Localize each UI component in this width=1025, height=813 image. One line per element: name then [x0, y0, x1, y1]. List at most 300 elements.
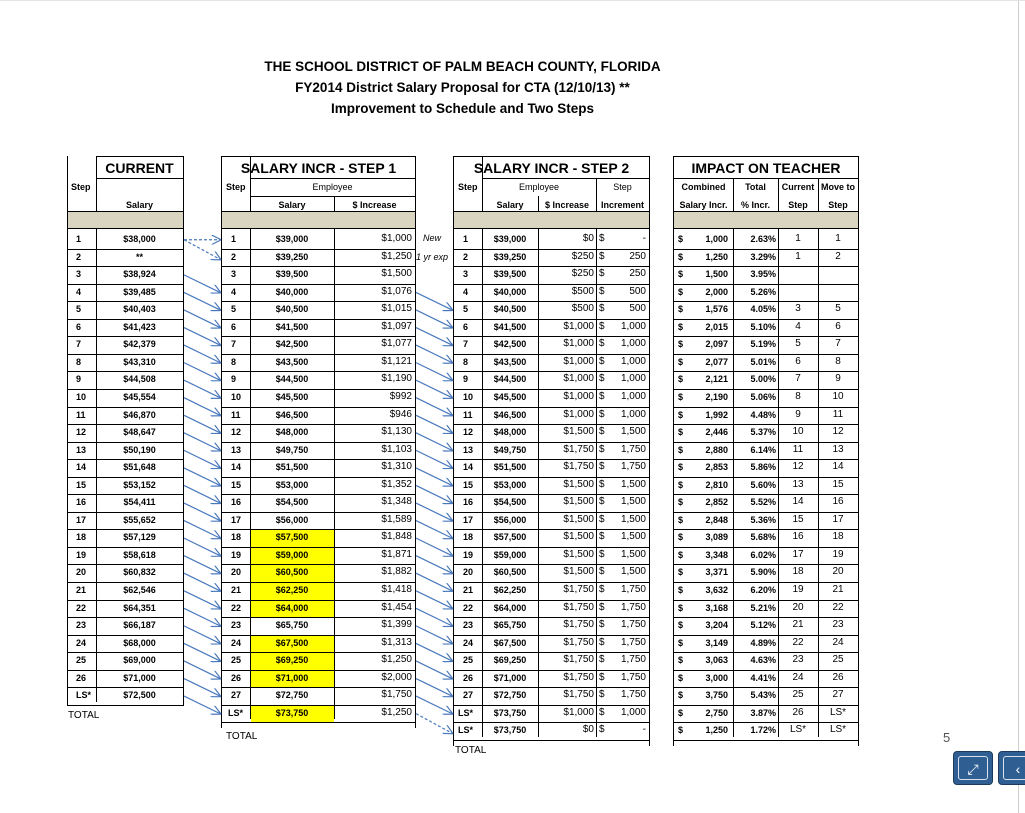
header-band — [674, 211, 858, 228]
impact-combined-cell: 2,015 — [705, 321, 728, 332]
step1-step-cell: 10 — [231, 391, 242, 402]
step2-salary-cell: $51,500 — [493, 462, 527, 473]
step-arrow — [416, 328, 452, 346]
step1-step-cell: 9 — [231, 374, 237, 385]
impact-percent-cell: 3.87% — [750, 707, 776, 718]
combined-header-2: Salary Incr. — [679, 200, 728, 210]
impact-dollar-cell: $ — [678, 602, 684, 613]
fit-page-button[interactable] — [953, 751, 993, 785]
step2-dollar-cell: $ — [599, 478, 605, 490]
step2-salary-cell: $65,750 — [493, 620, 527, 631]
row-divider — [674, 336, 858, 337]
step1-increase-cell: $1,000 — [381, 233, 412, 244]
step2-increase-cell: $1,000 — [563, 390, 594, 402]
step-arrow — [416, 380, 452, 398]
impact-move-step-cell: 2 — [835, 250, 841, 262]
impact-current-step-cell: 17 — [792, 548, 804, 560]
impact-dollar-cell: $ — [678, 234, 684, 244]
impact-current-step-cell: LS* — [789, 724, 807, 736]
step1-total-label: TOTAL — [226, 731, 258, 742]
row-divider — [68, 228, 183, 229]
impact-current-step-cell: 26 — [792, 706, 804, 718]
current-total-label: TOTAL — [68, 710, 100, 721]
impact-move-step-cell: 17 — [832, 513, 844, 525]
step2-increase-cell: $1,750 — [563, 689, 594, 701]
impact-current-step-cell: 25 — [792, 689, 804, 701]
step1-step-cell: 17 — [231, 514, 242, 525]
current-step-cell: 24 — [76, 637, 87, 648]
impact-dollar-cell: $ — [678, 532, 684, 543]
step1-employee-header: Employee — [312, 182, 353, 192]
impact-combined-cell: 1,576 — [705, 304, 728, 315]
impact-current-step-cell: 14 — [792, 496, 804, 508]
step1-note-exp: 1 yr exp — [416, 251, 449, 262]
step1-step-cell: 5 — [231, 304, 237, 315]
impact-percent-cell: 2.63% — [750, 234, 776, 244]
impact-dollar-cell: $ — [678, 585, 684, 595]
impact-combined-cell: 2,097 — [705, 339, 728, 350]
current-step-cell: 18 — [76, 532, 87, 543]
impact-dollar-cell: $ — [678, 637, 684, 648]
row-divider — [250, 178, 415, 179]
impact-combined-cell: 1,000 — [705, 234, 728, 244]
row-divider — [454, 617, 649, 618]
step2-step-cell: 20 — [463, 567, 474, 578]
step1-title: SALARY INCR - STEP 1 — [222, 156, 415, 179]
row-divider — [68, 266, 183, 267]
column-divider — [334, 228, 335, 719]
row-divider — [454, 459, 649, 460]
row-divider — [68, 582, 183, 583]
impact-current-step-cell: 6 — [795, 355, 801, 367]
step-arrow — [184, 485, 220, 503]
current-salary-cell: $69,000 — [123, 655, 156, 666]
impact-move-step-cell: 9 — [835, 373, 841, 385]
current-salary-cell: $58,618 — [123, 549, 156, 560]
row-divider — [674, 407, 858, 408]
current-salary-cell: $53,152 — [123, 479, 156, 490]
impact-current-step-cell: 18 — [792, 566, 804, 578]
impact-move-step-cell: 6 — [835, 320, 841, 332]
step-arrow — [184, 468, 220, 486]
current-step-cell: 4 — [76, 286, 82, 297]
step1-step-cell: 2 — [231, 251, 237, 262]
step2-salary-cell: $39,500 — [493, 269, 527, 280]
row-divider — [674, 354, 858, 355]
row-divider — [68, 670, 183, 671]
step1-increase-cell: $1,418 — [381, 584, 412, 595]
total-header-2: % Incr. — [740, 200, 770, 210]
step1-step-cell: 1 — [231, 234, 237, 244]
row-divider — [454, 740, 649, 741]
impact-percent-cell: 6.20% — [750, 585, 776, 595]
impact-move-step-cell: 13 — [832, 443, 844, 455]
step1-salary-cell: $59,000 — [275, 549, 309, 560]
header-band — [454, 211, 649, 228]
row-divider — [68, 371, 183, 372]
impact-dollar-cell: $ — [678, 707, 684, 718]
step2-increase-cell: $1,750 — [563, 619, 594, 631]
impact-combined-cell: 1,500 — [705, 269, 728, 280]
row-divider — [68, 652, 183, 653]
step2-dollar-cell: $ — [599, 548, 605, 560]
row-divider — [222, 722, 415, 723]
step2-salary-cell: $64,000 — [493, 602, 527, 613]
step-arrow — [184, 608, 220, 626]
current-step-header: Step — [71, 182, 91, 192]
step1-increase-cell: $1,097 — [381, 320, 412, 332]
step2-dollar-cell: $ — [599, 706, 605, 718]
impact-move-step-cell: 14 — [832, 461, 844, 473]
step2-increase-cell: $1,750 — [563, 636, 594, 648]
current-salary-cell: $66,187 — [123, 620, 156, 631]
step1-step-cell: 3 — [231, 269, 237, 280]
impact-combined-cell: 2,077 — [705, 356, 728, 367]
step2-increase-cell: $1,500 — [563, 496, 594, 508]
step1-salary-header: Salary — [278, 200, 306, 210]
current-salary-cell: ** — [135, 251, 143, 262]
impact-percent-cell: 5.10% — [750, 321, 776, 332]
row-divider — [68, 249, 183, 250]
step-arrow — [184, 679, 220, 697]
step-arrow — [416, 661, 452, 679]
current-salary-cell: $45,554 — [123, 391, 156, 402]
impact-current-step-cell: 16 — [792, 531, 804, 543]
move-to-header-2: Step — [828, 200, 848, 210]
step2-step-cell: 12 — [463, 427, 474, 438]
row-divider — [674, 512, 858, 513]
step1-salary-cell: $42,500 — [275, 339, 309, 350]
step2-salary-cell: $72,750 — [493, 690, 527, 701]
step2-increment-cell: 250 — [629, 250, 646, 262]
impact-percent-cell: 5.00% — [750, 374, 776, 385]
impact-move-step-cell: 12 — [832, 426, 844, 438]
step2-step-cell: 6 — [463, 321, 469, 332]
step-arrow — [184, 398, 220, 416]
current-step-cell: 9 — [76, 374, 82, 385]
step-arrow — [184, 538, 220, 556]
step-arrow — [184, 433, 220, 451]
row-divider — [674, 529, 858, 530]
fit-page-icon: ⤢ — [958, 756, 988, 780]
step2-increase-cell: $1,500 — [563, 531, 594, 543]
step2-dollar-cell: $ — [599, 619, 605, 631]
current-table — [67, 156, 184, 706]
impact-move-step-cell: 27 — [832, 689, 844, 701]
step2-salary-cell: $40,000 — [493, 286, 527, 297]
step1-salary-cell: $54,500 — [275, 497, 309, 508]
row-divider — [68, 389, 183, 390]
step1-step-cell: 6 — [231, 321, 237, 332]
current-step-cell: 13 — [76, 444, 87, 455]
step-arrow — [416, 714, 452, 734]
step2-dollar-cell: $ — [599, 303, 605, 315]
step-arrow — [184, 380, 220, 398]
step-arrow — [416, 433, 452, 451]
row-divider — [68, 635, 183, 636]
step2-dollar-cell: $ — [599, 513, 605, 525]
current-step-cell: 3 — [76, 269, 82, 280]
impact-combined-cell: 2,121 — [705, 374, 728, 385]
header-band — [68, 211, 183, 228]
step-arrow — [416, 363, 452, 381]
step-arrow — [416, 591, 452, 609]
row-divider — [674, 389, 858, 390]
impact-percent-cell: 5.43% — [750, 690, 776, 701]
column-divider — [538, 228, 539, 737]
row-divider — [454, 477, 649, 478]
row-divider — [454, 705, 649, 706]
impact-dollar-cell: $ — [678, 549, 684, 560]
current-step-cell: 14 — [76, 462, 87, 473]
row-divider — [68, 319, 183, 320]
impact-combined-cell: 1,250 — [705, 725, 728, 736]
row-divider — [68, 547, 183, 548]
impact-percent-cell: 4.05% — [750, 304, 776, 315]
step1-increase-cell: $1,500 — [381, 268, 412, 280]
step2-step-header: Step — [458, 182, 478, 192]
row-divider — [68, 211, 183, 212]
impact-combined-cell: 2,852 — [705, 497, 728, 508]
impact-combined-cell: 3,371 — [705, 567, 728, 578]
page-number: 5 — [943, 730, 951, 745]
step2-dollar-cell: $ — [599, 426, 605, 438]
step2-increment-cell: - — [642, 233, 646, 244]
step-arrow — [416, 310, 452, 328]
step2-salary-cell: $42,500 — [493, 339, 527, 350]
impact-percent-cell: 4.63% — [750, 655, 776, 666]
step-arrow — [184, 626, 220, 644]
current-step-cell: 11 — [76, 409, 86, 420]
step2-increment-cell: 1,000 — [620, 338, 646, 350]
chevron-left-icon: ‹ — [1003, 756, 1025, 780]
step2-step-cell: 9 — [463, 374, 469, 385]
current-salary-cell: $44,508 — [123, 374, 156, 385]
row-divider — [454, 389, 649, 390]
row-divider — [674, 249, 858, 250]
step2-increment-cell: 250 — [629, 268, 646, 280]
row-divider — [674, 600, 858, 601]
step1-step-header: Step — [226, 182, 246, 192]
step2-step-cell: 10 — [463, 391, 474, 402]
step2-dollar-cell: $ — [599, 636, 605, 648]
row-divider — [454, 319, 649, 320]
step2-increase-cell: $1,500 — [563, 478, 594, 490]
impact-table — [673, 156, 859, 746]
row-divider — [454, 424, 649, 425]
impact-combined-cell: 3,168 — [705, 602, 728, 613]
row-divider — [68, 564, 183, 565]
row-divider — [482, 178, 649, 179]
impact-percent-cell: 5.68% — [750, 532, 776, 543]
impact-current-step-cell: 12 — [792, 461, 804, 473]
current-salary-cell: $38,000 — [123, 234, 156, 244]
step1-step-cell: 21 — [231, 585, 242, 595]
current-step-cell: LS* — [76, 690, 92, 701]
impact-move-step-cell: 5 — [835, 303, 841, 315]
step1-salary-cell: $48,000 — [275, 427, 309, 438]
row-divider — [68, 424, 183, 425]
previous-page-button[interactable] — [998, 751, 1025, 785]
current-salary-cell: $38,924 — [123, 269, 156, 280]
step1-step-cell: 15 — [231, 479, 242, 490]
step2-salary-cell: $62,250 — [493, 585, 527, 595]
step-arrow — [184, 345, 220, 363]
step2-increment-cell: 1,500 — [620, 496, 646, 508]
row-divider — [454, 494, 649, 495]
row-divider — [674, 652, 858, 653]
step2-dollar-cell: $ — [599, 233, 605, 244]
step2-increment-cell: 1,000 — [620, 320, 646, 332]
impact-percent-cell: 4.41% — [750, 672, 776, 683]
page-edge — [1018, 0, 1019, 813]
step2-increase-cell: $500 — [571, 303, 594, 315]
step1-salary-cell: $39,250 — [275, 251, 309, 262]
row-divider — [454, 249, 649, 250]
impact-dollar-cell: $ — [678, 690, 684, 701]
step1-salary-cell: $45,500 — [275, 391, 309, 402]
current-salary-cell: $46,870 — [123, 409, 156, 420]
row-divider — [68, 687, 183, 688]
step2-dollar-cell: $ — [599, 408, 605, 420]
row-divider — [454, 529, 649, 530]
step1-increase-cell: $1,589 — [381, 513, 412, 525]
step2-increase-cell: $1,000 — [563, 706, 594, 718]
current-step-cell: 17 — [76, 514, 87, 525]
step1-salary-cell: $51,500 — [275, 462, 309, 473]
step2-salary-cell: $60,500 — [493, 567, 527, 578]
current-step-cell: 6 — [76, 321, 82, 332]
step2-increase-cell: $1,750 — [563, 584, 594, 595]
impact-move-step-cell: 11 — [832, 408, 844, 420]
impact-move-step-cell: 18 — [832, 531, 844, 543]
step1-step-cell: 27 — [231, 690, 242, 701]
row-divider — [674, 740, 858, 741]
step1-salary-cell: $44,500 — [275, 374, 309, 385]
step1-increase-cell: $1,121 — [381, 355, 412, 367]
step2-dollar-cell: $ — [599, 338, 605, 350]
step-arrow — [184, 503, 220, 521]
step-arrow — [416, 573, 452, 591]
step-arrow — [184, 240, 220, 260]
step2-salary-cell: $59,000 — [493, 549, 527, 560]
step-arrow — [416, 538, 452, 556]
step2-step-cell: LS* — [458, 707, 474, 718]
row-divider — [454, 670, 649, 671]
step2-increase-cell: $1,500 — [563, 513, 594, 525]
step1-salary-cell: $39,500 — [275, 269, 309, 280]
step1-step-cell: 11 — [231, 409, 241, 420]
step2-increment-cell: 1,750 — [620, 636, 646, 648]
step-arrow — [416, 415, 452, 433]
step2-step-cell: 7 — [463, 339, 469, 350]
current-step-cell: 7 — [76, 339, 82, 350]
step2-increment-cell: 1,500 — [620, 478, 646, 490]
step2-increment-cell: 1,750 — [620, 601, 646, 613]
impact-dollar-cell: $ — [678, 462, 684, 473]
row-divider — [250, 196, 415, 197]
step2-step-cell: 4 — [463, 286, 469, 297]
row-divider — [68, 477, 183, 478]
impact-dollar-cell: $ — [678, 672, 684, 683]
impact-combined-cell: 3,632 — [705, 585, 728, 595]
step2-increase-cell: $500 — [571, 285, 594, 297]
impact-dollar-cell: $ — [678, 655, 684, 666]
row-divider — [674, 459, 858, 460]
step2-increment-cell: 1,750 — [620, 443, 646, 455]
row-divider — [454, 228, 649, 229]
row-divider — [454, 442, 649, 443]
row-divider — [674, 722, 858, 723]
step2-step-cell: 8 — [463, 356, 469, 367]
step2-increase-cell: $1,500 — [563, 566, 594, 578]
column-divider — [596, 228, 597, 737]
row-divider — [454, 336, 649, 337]
current-salary-cell: $71,000 — [123, 672, 156, 683]
impact-percent-cell: 5.01% — [750, 356, 776, 367]
step2-increment-cell: 1,000 — [620, 390, 646, 402]
impact-dollar-cell: $ — [678, 620, 684, 631]
step1-salary-cell: $73,750 — [275, 707, 309, 718]
step1-step-cell: 4 — [231, 286, 237, 297]
step2-increment-cell: 1,500 — [620, 548, 646, 560]
current-step-cell: 12 — [76, 427, 87, 438]
impact-percent-cell: 5.86% — [750, 462, 776, 473]
row-divider — [674, 266, 858, 267]
step2-employee-header: Employee — [518, 182, 560, 192]
row-divider — [68, 284, 183, 285]
impact-combined-cell: 3,063 — [705, 655, 728, 666]
step2-step-cell: 16 — [463, 497, 474, 508]
impact-move-step-cell: 1 — [835, 233, 841, 244]
step1-increase-cell: $1,882 — [381, 566, 412, 578]
row-divider — [68, 301, 183, 302]
column-divider — [250, 228, 251, 719]
row-divider — [454, 582, 649, 583]
step2-salary-cell: $67,500 — [493, 637, 527, 648]
current-step-cell: 5 — [76, 304, 82, 315]
step1-salary-cell: $40,500 — [275, 304, 309, 315]
step2-increment-cell: 1,000 — [620, 355, 646, 367]
row-divider — [674, 477, 858, 478]
step2-dollar-cell: $ — [599, 268, 605, 280]
step1-step-cell: 8 — [231, 356, 237, 367]
impact-percent-cell: 3.95% — [750, 269, 776, 280]
page-top-edge — [0, 0, 1025, 1]
step2-increase-cell: $1,000 — [563, 338, 594, 350]
impact-current-step-cell: 1 — [795, 250, 801, 262]
step-arrow — [416, 521, 452, 539]
impact-combined-cell: 3,149 — [705, 637, 728, 648]
impact-combined-cell: 2,853 — [705, 462, 728, 473]
step2-increase-cell: $1,750 — [563, 601, 594, 613]
row-divider — [674, 564, 858, 565]
step2-step-cell: 2 — [463, 251, 469, 262]
step1-increase-cell: $1,750 — [381, 689, 412, 701]
step2-dollar-cell: $ — [599, 601, 605, 613]
step1-salary-cell: $41,500 — [275, 321, 309, 332]
step1-increase-cell: $1,076 — [381, 285, 412, 297]
step2-salary-cell: $40,500 — [493, 304, 527, 315]
step2-dollar-cell: $ — [599, 654, 605, 666]
step-arrow — [184, 292, 220, 310]
step1-step-cell: LS* — [228, 707, 244, 718]
column-divider — [733, 228, 734, 737]
row-divider — [674, 284, 858, 285]
impact-combined-cell: 2,000 — [705, 286, 728, 297]
row-divider — [454, 687, 649, 688]
step-arrow — [416, 292, 452, 310]
